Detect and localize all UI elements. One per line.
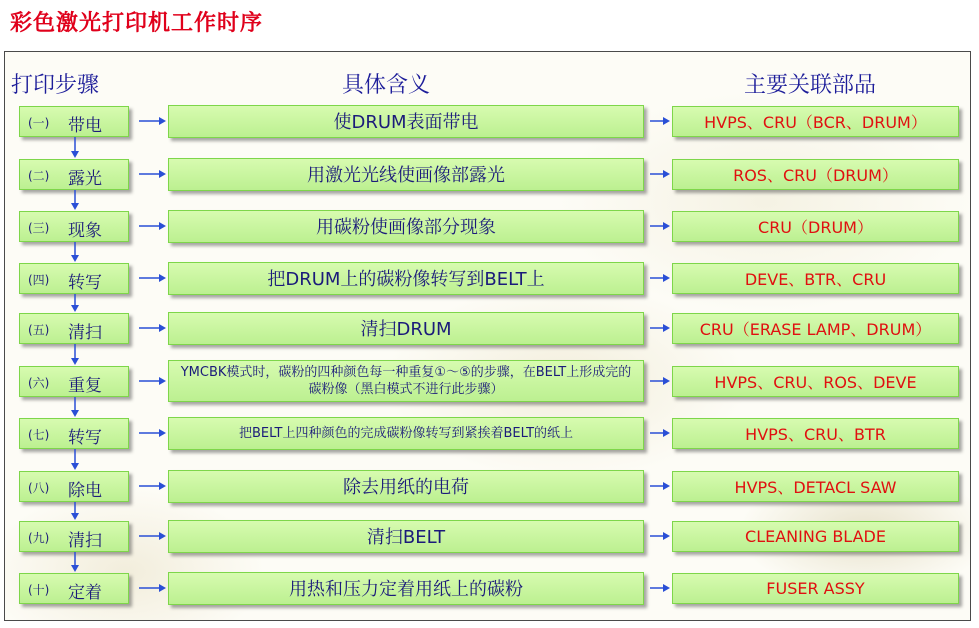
arrow-step-to-meaning (139, 429, 166, 437)
step-label: 重复 (68, 376, 102, 396)
arrow-step-down (71, 344, 79, 365)
parts-text: CRU（DRUM） (758, 218, 873, 237)
arrow-step-down (71, 242, 79, 262)
arrow-meaning-to-parts (650, 117, 670, 125)
arrow-step-down (71, 137, 79, 158)
step-number: (八) (28, 481, 50, 495)
step-label: 带电 (68, 116, 102, 136)
arrow-meaning-to-parts (650, 170, 670, 178)
step-label: 转写 (68, 273, 102, 293)
meaning-text: 用激光光线使画像部露光 (307, 165, 505, 186)
header-meaning: 具体含义 (342, 73, 431, 98)
arrow-step-to-meaning (139, 222, 166, 230)
arrow-step-to-meaning (139, 482, 166, 490)
arrow-step-down (71, 502, 79, 520)
arrow-step-to-meaning (139, 324, 166, 332)
arrow-meaning-to-parts (650, 222, 670, 230)
step-label: 定着 (68, 583, 102, 603)
meaning-text: 把DRUM上的碳粉像转写到BELT上 (267, 269, 545, 290)
parts-text: HVPS、CRU、BTR (745, 425, 886, 444)
step-label: 清扫 (68, 531, 102, 551)
step-number: (五) (28, 323, 50, 337)
arrow-step-to-meaning (139, 377, 166, 385)
page-title: 彩色激光打印机工作时序 (10, 11, 264, 36)
parts-text: CLEANING BLADE (745, 527, 886, 546)
meaning-text: YMCBK模式时，碳粉的四种颜色每一种重复①～⑤的步骤，在BELT上形成完的碳粉像（黑白模式不进行此步骤） (180, 365, 632, 397)
meaning-text: 把BELT上四种颜色的完成碳粉像转写到紧挨着BELT的纸上 (238, 425, 574, 441)
arrow-meaning-to-parts (650, 377, 670, 385)
arrow-step-to-meaning (139, 170, 166, 178)
step-number: (九) (28, 531, 50, 545)
parts-text: ROS、CRU（DRUM） (733, 166, 898, 185)
parts-text: DEVE、BTR、CRU (744, 270, 887, 289)
arrow-meaning-to-parts (650, 532, 670, 540)
header-parts: 主要关联部品 (744, 73, 877, 98)
arrow-step-down (71, 552, 79, 572)
arrow-step-to-meaning (139, 532, 166, 540)
meaning-text: 用碳粉使画像部分现象 (316, 217, 496, 238)
step-number: (一) (28, 116, 50, 130)
step-number: (十) (28, 583, 50, 597)
arrow-step-to-meaning (139, 274, 166, 282)
parts-text: HVPS、CRU、ROS、DEVE (714, 373, 917, 392)
arrow-step-down (71, 397, 79, 417)
step-label: 露光 (68, 169, 102, 189)
step-number: (六) (28, 376, 50, 390)
step-number: (四) (28, 273, 50, 287)
arrow-step-to-meaning (139, 117, 166, 125)
parts-text: CRU（ERASE LAMP、DRUM） (699, 320, 932, 339)
meaning-text: 除去用纸的电荷 (343, 477, 469, 498)
arrow-step-down (71, 449, 79, 470)
step-label: 除电 (68, 481, 102, 501)
step-number: (七) (28, 428, 50, 442)
step-number: (三) (28, 221, 50, 235)
meaning-text: 用热和压力定着用纸上的碳粉 (289, 579, 523, 600)
parts-text: HVPS、CRU（BCR、DRUM） (704, 113, 927, 132)
arrow-meaning-to-parts (650, 324, 670, 332)
arrow-meaning-to-parts (650, 584, 670, 592)
meaning-text: 清扫DRUM (360, 319, 452, 340)
header-step: 打印步骤 (11, 73, 100, 98)
step-label: 转写 (68, 428, 102, 448)
step-label: 现象 (68, 221, 102, 241)
arrow-step-down (71, 190, 79, 210)
arrow-meaning-to-parts (650, 482, 670, 490)
step-label: 清扫 (68, 323, 102, 343)
meaning-text: 清扫BELT (366, 527, 446, 548)
parts-text: HVPS、DETACL SAW (734, 478, 897, 497)
step-number: (二) (28, 169, 50, 183)
arrow-step-to-meaning (139, 584, 166, 592)
arrow-meaning-to-parts (650, 429, 670, 437)
arrow-meaning-to-parts (650, 274, 670, 282)
arrow-step-down (71, 294, 79, 312)
meaning-text: 使DRUM表面带电 (333, 112, 479, 133)
parts-text: FUSER ASSY (766, 579, 865, 598)
